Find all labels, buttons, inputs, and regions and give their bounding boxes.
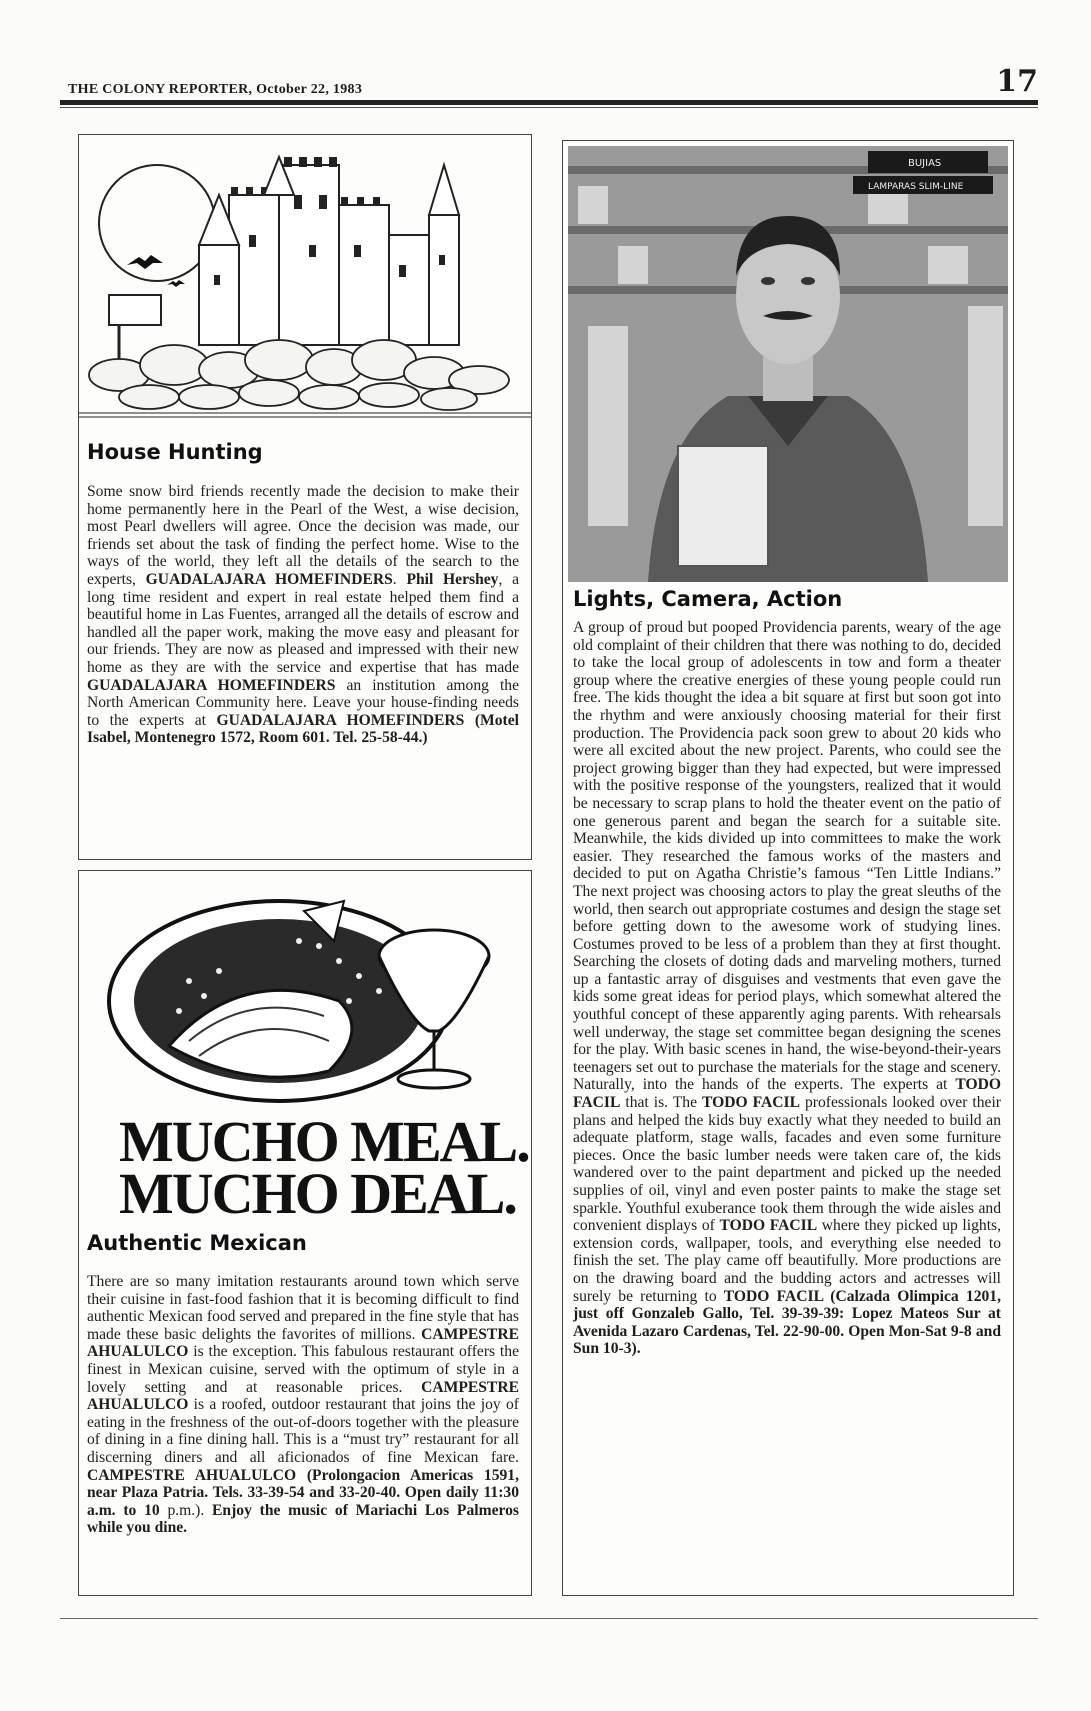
lights-camera-action-title: Lights, Camera, Action: [573, 587, 843, 611]
masthead-rule: [60, 100, 1038, 105]
newspaper-dateline: THE COLONY REPORTER, October 22, 1983: [68, 82, 363, 97]
sign-bujias: BUJIAS: [908, 158, 942, 169]
bottom-rule: [60, 1618, 1038, 1619]
masthead-rule-thin: [60, 107, 1038, 108]
masthead: [60, 64, 1038, 110]
sign-lamparas: LAMPARAS SLIM-LINE: [868, 182, 964, 192]
page-number: 17: [996, 64, 1038, 99]
authentic-mexican-title: Authentic Mexican: [87, 1231, 307, 1255]
castle-illustration: [79, 135, 531, 425]
authentic-mexican-ad: [78, 870, 532, 1596]
mucho-meal-headline: MUCHO MEAL.: [119, 1109, 529, 1174]
house-hunting-title: House Hunting: [87, 440, 263, 464]
authentic-mexican-body: There are so many imitation restaurants around town which serve their cuisine in fast-food fashion that it is becoming difficult to find authentic Mexican food served and prepared in the fine style that has made these basic delights the favorites of millions. CAMPESTRE AHUALULCO is the exception. This fabulous restaurant offers the finest in Mexican cuisine, served with the optimum of style in a lovely setting and at reasonable prices. CAMPESTRE AHUALULCO is a roofed, outdoor restaurant that joins the joy of eating in the freshness of the out-of-doors together with the pleasure of dining in a fine dining hall. This is a “must try” restaurant for all discerning diners and all aficionados of fine Mexican fare. CAMPESTRE AHUALULCO (Prolongacion Americas 1591, near Plaza Patria. Tels. 33-39-54 and 33-20-40. Open daily 11:30 a.m. to 10 p.m.). Enjoy the music of Mariachi Los Palmeros while you dine.: [87, 1273, 519, 1537]
store-employee-photo: [568, 146, 1008, 582]
house-hunting-ad: [78, 134, 532, 860]
mucho-deal-headline: MUCHO DEAL.: [119, 1161, 516, 1226]
house-hunting-body: Some snow bird friends recently made the decision to make their home permanently here in the Pearl of the West, a wise decision, most Pearl dwellers will agree. Once the decision was made, our friends set about the task of finding the perfect home. Wise to the ways of the world, they left all the details of the search to the experts, GUADALAJARA HOMEFINDERS. Phil Hershey, a long time resident and expert in real estate helped them find a beautiful home in Las Fuentes, arranged all the details of escrow and handled all the paper work, making the move easy and pleasant for our friends. They are now as pleased and impressed with their new home as they are with the service and expertise that has made GUADALAJARA HOMEFINDERS an institution among the North American Community here. Leave your house-finding needs to the experts at GUADALAJARA HOMEFINDERS (Motel Isabel, Montenegro 1572, Room 601. Tel. 25-58-44.): [87, 483, 520, 747]
lights-camera-action-body: A group of proud but pooped Providencia parents, weary of the age old complaint of their children that there was nothing to do, decided to take the local group of adolescents in tow and form a theater group where the creative energies of these young people could run free. The kids thought the idea a bit square at first but soon got into the rhythm and were anxiously choosing material for their first production. The Providencia pack soon grew to about 20 kids who were all excited about the new project. Parents, who could see the project growing bigger than they had expected, but were impressed with the positive response of the youngsters, realized that it would be necessary to scrap plans to hold the theater event on the patio of one generous parent and began the search for a suitable site. Meanwhile, the kids divided up into committees to make the work easier. They researched the famous works of the masters and decided to put on Agatha Christie’s famous “Ten Little Indians.” The next project was choosing actors to play the great sleuths of the world, then search out appropriate costumes and design the stage set before getting down to the awesome work of studying lines. Costumes proved to be less of a problem than they at first thought. Searching the closets of doting dads and marveling mothers, turned up a fantastic array of disguises and vestments that even gave the kids some great ideas for period plays, which somewhat altered the youthful concept of these apparently aging parents. With rehearsals well underway, the stage set committee began designing the scenes for the play. With basic scenes in hand, the wise-beyond-their-years teenagers set out to purchase the materials for the stage and scenery. Naturally, into the hands of the experts. The experts at TODO FACIL that is. The TODO FACIL professionals looked over their plans and helped the kids buy exactly what they needed to build an adequate platform, stage walls, facades and even some furniture pieces. Once the basic lumber needs were taken care of, the kids wandered over to the paint department and picked up the needed supplies of oil, vinyl and even poster paints to make the stage set sparkle. Youthful exuberance took them through the wide aisles and convenient displays of TODO FACIL where they picked up lights, extension cords, wallpaper, tools, and everything else needed to finish the set. The play came off beautifully. More productions are on the drawing board and the budding actors and actresses will surely be returning to TODO FACIL (Calzada Olimpica 1201, just off Gonzaleb Gallo, Tel. 39-39-39: Lopez Mateos Sur at Avenida Lazaro Cardenas, Tel. 22-90-00. Open Mon-Sat 9-8 and Sun 10-3).: [573, 619, 1001, 1358]
lights-camera-action-article: [562, 140, 1014, 1596]
food-plate-illustration: [79, 871, 531, 1116]
